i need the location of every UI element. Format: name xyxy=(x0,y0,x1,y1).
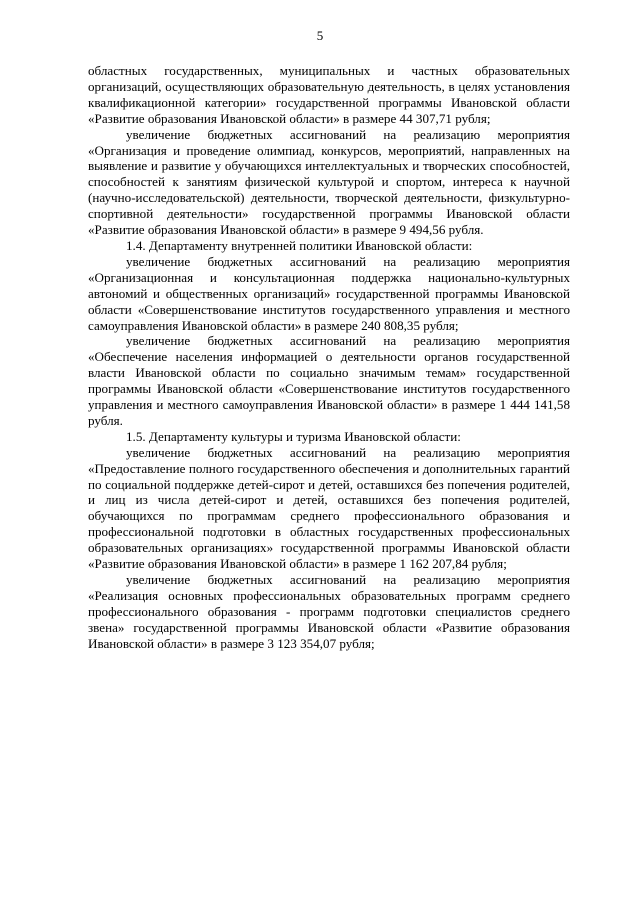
section-heading: 1.4. Департаменту внутренней политики Ивановской области: xyxy=(126,237,473,253)
section-heading: 1.5. Департаменту культуры и туризма Ивановской области: xyxy=(126,428,461,444)
document-body xyxy=(88,63,570,652)
paragraph: увеличение бюджетных ассигнований на реализацию мероприятия «Организация и проведение олимпиад, конкурсов, мероприятий, направленных на выявление и развитие у обучающихся интеллектуальных и творческих способностей, способностей к занятиям физической культурой и спортом, интереса к научной (научно-исследовательской) деятельности, творческой деятельности, физкультурно-спортивной деятельности» государственной программы Ивановской области «Развитие образования Ивановской области» в размере 9 494,56 рубля. xyxy=(88,126,570,238)
paragraph: увеличение бюджетных ассигнований на реализацию мероприятия «Обеспечение населения информацией о деятельности органов государственной власти Ивановской области по социально значимым темам» государственной программы Ивановской области «Совершенствование институтов государственного управления и местного самоуправления Ивановской области» в размере 1 444 141,58 рубля. xyxy=(88,333,570,428)
paragraph: увеличение бюджетных ассигнований на реализацию мероприятия «Реализация основных профессиональных образовательных программ среднего профессионального образования - программ подготовки специалистов среднего звена» государственной программы Ивановской области «Развитие образования Ивановской области» в размере 3 123 354,07 рубля; xyxy=(88,572,570,651)
paragraph: увеличение бюджетных ассигнований на реализацию мероприятия «Предоставление полного государственного обеспечения и дополнительных гарантий по социальной поддержке детей-сирот и детей, оставшихся без попечения родителей, и лиц из числа детей-сирот и детей, оставшихся без попечения родителей, обучающихся по программам среднего профессионального образования и профессиональной подготовки в областных государственных профессиональных образовательных организациях» государственной программы Ивановской области «Развитие образования Ивановской области» в размере 1 162 207,84 рубля; xyxy=(88,444,570,572)
paragraph: увеличение бюджетных ассигнований на реализацию мероприятия «Организационная и консультационная поддержка национально-культурных автономий и общественных организаций» государственной программы Ивановской области «Совершенствование институтов государственного управления и местного самоуправления Ивановской области» в размере 240 808,35 рубля; xyxy=(88,253,570,333)
paragraph: областных государственных, муниципальных и частных образовательных организаций, осуществляющих образовательную деятельность, в целях установления квалификационной категории» государственной программы Ивановской области «Развитие образования Ивановской области» в размере 44 307,71 рубля; xyxy=(88,63,570,126)
page-number: 5 xyxy=(316,28,324,43)
